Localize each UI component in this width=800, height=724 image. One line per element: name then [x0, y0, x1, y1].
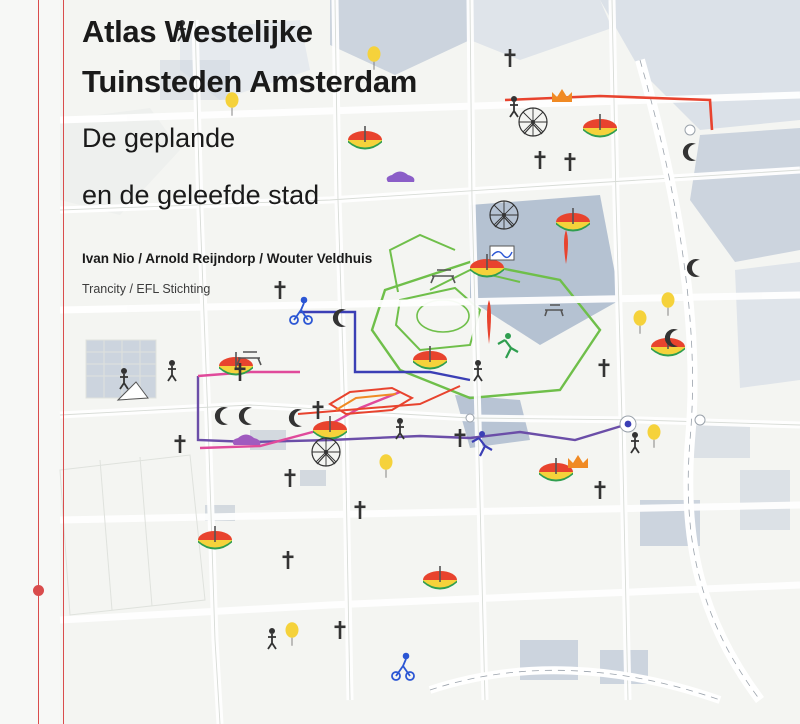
- cover-authors: Ivan Nio / Arnold Reijndorp / Wouter Veldhuis: [82, 251, 373, 266]
- cover-publisher: Trancity / EFL Stichting: [82, 282, 211, 296]
- cover-text-block: [82, 8, 552, 296]
- cover-title-line-2: Tuinsteden Amsterdam: [82, 64, 418, 99]
- margin-dot: [33, 585, 44, 596]
- cover-subtitle-line-2: en de geleefde stad: [82, 180, 320, 210]
- margin-rule-right: [63, 0, 64, 724]
- margin-rule-left: [38, 0, 39, 724]
- cover-title-line-1: Atlas Westelijke: [82, 14, 313, 49]
- cover-subtitle-line-1: De geplande: [82, 123, 236, 153]
